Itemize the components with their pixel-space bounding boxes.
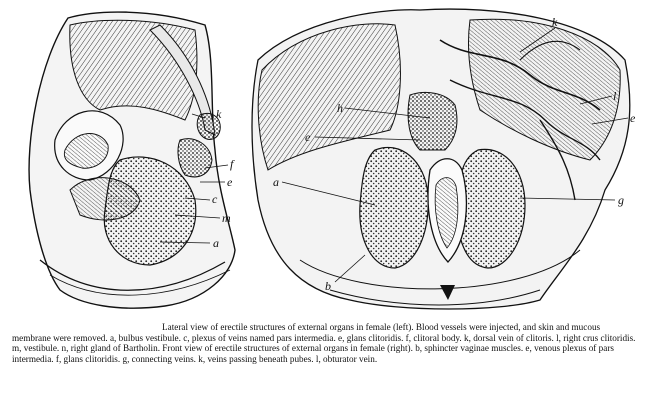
label-right-a: a (273, 175, 279, 189)
label-left-a: a (213, 236, 219, 250)
label-right-k: k (552, 15, 558, 29)
label-right-e-inner: e (305, 130, 311, 144)
label-left-k: k (216, 107, 222, 121)
label-left-f: f (230, 157, 234, 171)
label-right-e-outer: e (630, 111, 636, 125)
figure-caption (12, 322, 638, 364)
label-right-h: h (337, 101, 343, 115)
label-left-c: c (212, 192, 218, 206)
right-front-view (252, 9, 636, 309)
label-left-e: e (227, 175, 233, 189)
label-left-m: m (222, 211, 231, 225)
label-right-l: l (613, 89, 617, 103)
caption-text: Lateral view of erectile structures of external organs in female (left). Blood vessels were injected, and skin and mucous membrane were removed. a, bulbus vestibule. c, plexus of veins named pars intermedia. e, glans clitoridis. f, clitoral body. k, dorsal vein of clitoris. l, right crus clitoridis. m, vestibule. n, right gland of Bartholin. Front view of erectile structures of external organs in female (right). b, sphincter vaginae muscles. e, venous plexus of pars intermedia. f, glans clitoridis. g, connecting veins. k, veins passing beneath pubes. l, obturator vein. (12, 322, 636, 364)
left-lateral-view (29, 12, 235, 308)
label-right-b: b (325, 279, 331, 293)
label-right-g: g (618, 193, 624, 207)
